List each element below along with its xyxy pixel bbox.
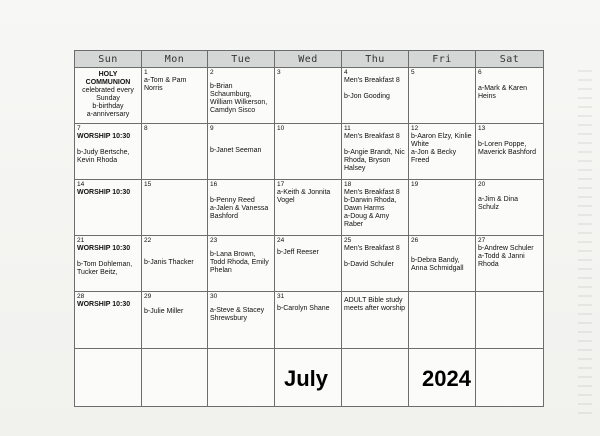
day-number: 1 [144,69,148,76]
event-line: b-Tom Dohleman, [77,261,133,268]
day-cell-6 [476,68,544,124]
day-number: 22 [144,237,152,244]
day-cell-15 [142,180,208,236]
event-line: Phelan [210,267,232,274]
day-cell-27 [476,236,544,292]
day-number: 2 [210,69,214,76]
event-line: Anna Schmidgall [411,265,464,272]
day-number: 19 [411,181,419,188]
event-line: a-Doug & Amy [344,213,390,220]
event-line: Halsey [344,165,366,172]
legend-birthday: b-birthday [92,103,124,110]
day-number: 26 [411,237,419,244]
day-cell-26 [409,236,476,292]
day-cell-13 [476,124,544,180]
event-line: b-David Schuler [344,261,394,268]
day-number: 21 [77,237,85,244]
week-row-2 [75,124,544,180]
day-cell-1 [142,68,208,124]
weekday-header-row [75,51,544,68]
day-number: 6 [478,69,482,76]
day-number: 16 [210,181,218,188]
header-wed: Wed [275,51,342,68]
day-cell-28 [75,292,142,349]
week-row-1 [75,68,544,124]
event-line: b-Darwin Rhoda, [344,197,397,204]
day-number: 28 [77,293,85,300]
event-line: b-Lana Brown, [210,251,256,258]
week-row-5 [75,292,544,349]
empty-cell [142,349,208,407]
empty-cell [476,349,544,407]
event-line: meets after worship [344,305,406,312]
event-line: a-Mark & Karen [478,85,528,92]
event-line: b-Angie Brandt, Nic [344,149,405,156]
day-cell-30 [208,292,275,349]
event-line: b-Andrew Schuler [478,245,534,252]
day-number: 27 [478,237,486,244]
legend-title-2: COMMUNION [85,79,131,86]
day-number: 11 [344,125,351,132]
event-line: b-Loren Poppe, [478,141,527,148]
day-number: 20 [478,181,486,188]
event-line: b-Janet Seeman [210,147,262,154]
event-line: b-Debra Bandy, [411,257,460,264]
legend-title-1: HOLY [98,71,118,78]
day-number: 10 [277,125,285,132]
worship-time: WORSHIP 10:30 [77,133,131,140]
day-cell-3 [275,68,342,124]
event-line: Heins [478,93,496,100]
day-number: 23 [210,237,218,244]
event-line: Shrewsbury [210,315,247,322]
event-line: b-Aaron Elzy, Kinlie [411,133,472,140]
event-line: Men's Breakfast 8 [344,133,400,140]
event-line: ADULT Bible study [344,297,403,304]
event-line: a-Jon & Becky [411,149,457,156]
calendar-grid [74,50,544,407]
day-cell-18 [342,180,409,236]
event-line: Dawn Harms [344,205,385,212]
day-cell-17 [275,180,342,236]
day-cell-8 [142,124,208,180]
day-number: 7 [77,125,81,132]
month-title: July [284,366,329,391]
day-number: 18 [344,181,352,188]
event-line: b-Brian [210,83,233,90]
event-line: b-Julie Miller [144,308,184,315]
event-line: Men's Breakfast 8 [344,245,400,252]
empty-cell [409,292,476,349]
day-cell-25 [342,236,409,292]
day-number: 9 [210,125,214,132]
event-line: a-Jim & Dina Schulz [478,196,519,211]
legend-anniversary: a-anniversary [86,111,130,118]
event-line: a-Jalen & Vanessa [210,205,269,212]
event-line: Camdyn Sisco [210,107,256,114]
day-cell-19 [409,180,476,236]
event-line: b-Penny Reed [210,197,255,204]
empty-cell [75,349,142,407]
legend-cell [75,68,142,124]
empty-cell [208,349,275,407]
legend-line-4: Sunday [96,95,120,102]
day-number: 4 [344,69,348,76]
event-line: Raber [344,221,364,228]
day-cell-7 [75,124,142,180]
year-title: 2024 [422,366,471,391]
event-line: Todd Rhoda, Emily [210,259,269,266]
worship-time: WORSHIP 10:30 [77,189,131,196]
empty-cell [342,349,409,407]
worship-time: WORSHIP 10:30 [77,301,131,308]
day-cell-4 [342,68,409,124]
event-line: a-Keith & Jonnita [277,189,331,196]
header-mon: Mon [142,51,208,68]
day-number: 5 [411,69,415,76]
week-row-3 [75,180,544,236]
event-line: Freed [411,157,430,164]
legend-line-3: celebrated every [82,87,134,94]
day-cell-11 [342,124,409,180]
day-number: 15 [144,181,152,188]
day-number: 17 [277,181,285,188]
event-line: Rhoda, Bryson [344,157,391,164]
event-line: a-Steve & Stacey [210,307,265,314]
day-cell-31 [275,292,342,349]
event-line: b-Judy Bertsche, [77,149,130,156]
event-line: a-Tom & Pam [144,77,187,84]
bible-study-cell [342,292,409,349]
event-line: b-Janis Thacker [144,259,194,266]
event-line: Vogel [277,197,295,204]
event-line: Tucker Beitz, [77,269,118,276]
empty-cell [476,292,544,349]
day-cell-9 [208,124,275,180]
day-cell-23 [208,236,275,292]
event-line: b-Jeff Reeser [277,249,319,256]
header-sat: Sat [476,51,544,68]
worship-time: WORSHIP 10:30 [77,245,131,252]
day-cell-12 [409,124,476,180]
day-number: 13 [478,125,486,132]
event-line: Rhoda [478,261,499,268]
event-line: b-Carolyn Shane [277,305,330,312]
day-number: 24 [277,237,285,244]
header-tue: Tue [208,51,275,68]
event-line: b-Jon Gooding [344,93,390,100]
day-number: 30 [210,293,218,300]
day-cell-24 [275,236,342,292]
day-cell-16 [208,180,275,236]
day-number: 8 [144,125,148,132]
event-line: White [411,141,429,148]
event-line: Maverick Bashford [478,149,536,156]
header-sun: Sun [75,51,142,68]
event-line: Bashford [210,213,239,220]
day-cell-5 [409,68,476,124]
day-number: 25 [344,237,352,244]
day-cell-21 [75,236,142,292]
day-number: 29 [144,293,152,300]
day-number: 3 [277,69,281,76]
event-line: Men's Breakfast 8 [344,189,400,196]
day-number: 14 [77,181,85,188]
header-fri: Fri [409,51,476,68]
day-cell-10 [275,124,342,180]
week-row-4 [75,236,544,292]
event-line: Schaumburg, [210,91,252,98]
event-line: Men's Breakfast 8 [344,77,400,84]
event-line: Norris [144,85,163,92]
show-through-marks [578,70,592,420]
day-number: 12 [411,125,419,132]
day-cell-29 [142,292,208,349]
day-cell-22 [142,236,208,292]
header-thu: Thu [342,51,409,68]
event-line: a-Todd & Janni [478,253,525,260]
event-line: Kevin Rhoda [77,157,118,164]
day-cell-14 [75,180,142,236]
day-number: 31 [277,293,285,300]
event-line: William Wilkerson, [210,99,268,106]
day-cell-2 [208,68,275,124]
day-cell-20 [476,180,544,236]
